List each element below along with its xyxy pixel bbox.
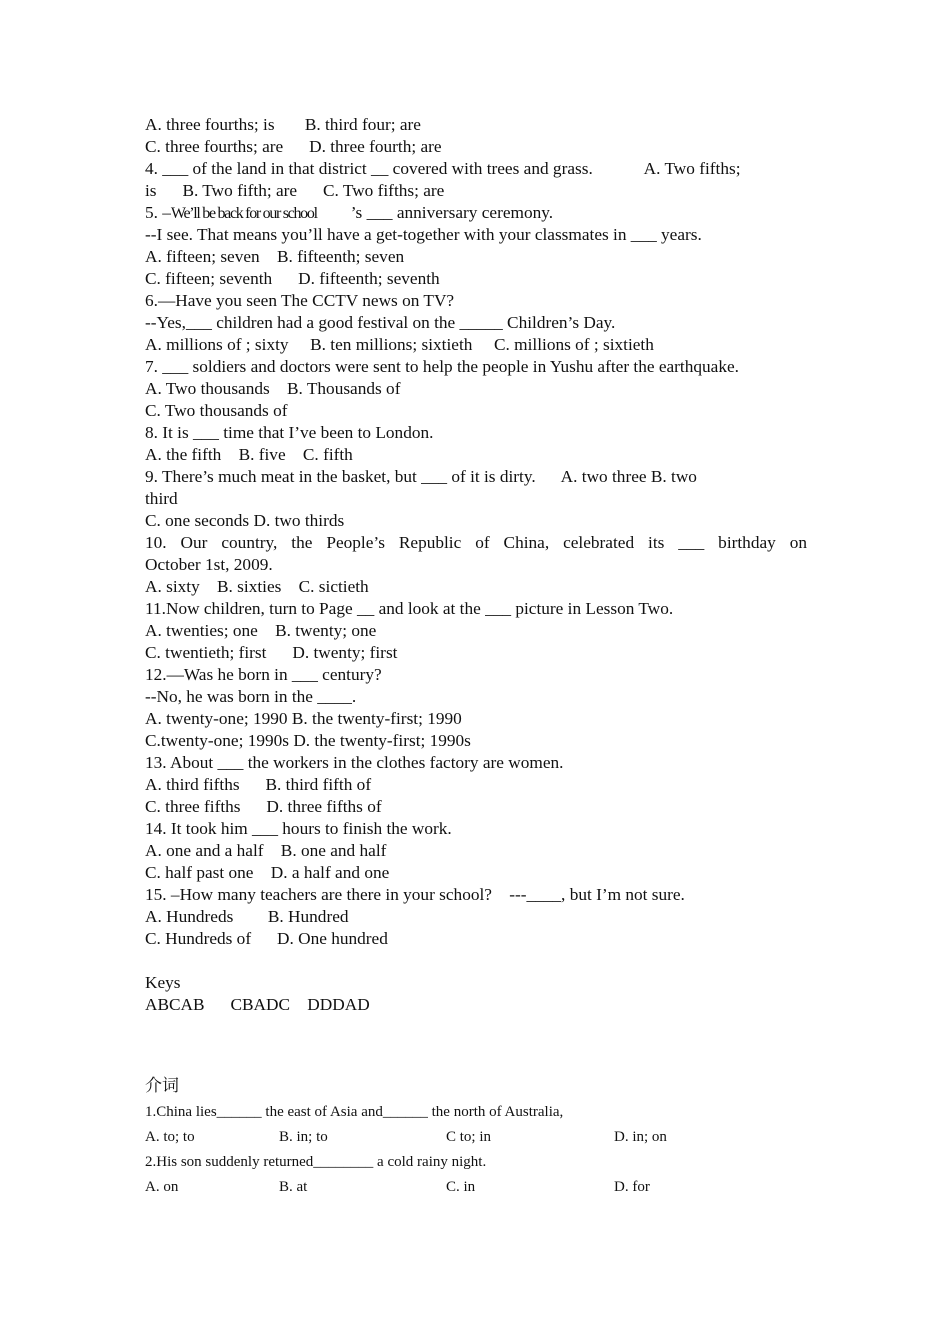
text-line: A. one and a half B. one and half <box>145 841 387 860</box>
text-line: C. three fifths D. three fifths of <box>145 797 382 816</box>
text-line: 11.Now children, turn to Page __ and look at the ___ picture in Lesson Two. <box>145 599 674 618</box>
text-line: A. third fifths B. third fifth of <box>145 775 372 794</box>
text-line: --I see. That means you’ll have a get-together with your classmates in ___ years. <box>145 225 702 244</box>
document-page <box>145 114 807 1200</box>
option-a: A. to; to <box>145 1129 195 1145</box>
question-1-options <box>145 1125 807 1150</box>
text-line: is B. Two fifth; are C. Two fifths; are <box>145 181 445 200</box>
question-2-options <box>145 1175 807 1200</box>
text-line: 15. –How many teachers are there in your school? ---____, but I’m not sure. <box>145 885 685 904</box>
q5-suffix: ’s ___ anniversary ceremony. <box>350 203 554 222</box>
option-c: C. in <box>446 1179 476 1195</box>
text-line: A. fifteen; seven B. fifteenth; seven <box>145 247 405 266</box>
text-line: C. Hundreds of D. One hundred <box>145 929 388 948</box>
text-line: 14. It took him ___ hours to finish the work. <box>145 819 452 838</box>
text-line: 4. ___ of the land in that district __ covered with trees and grass. A. Two fifths; <box>145 159 741 178</box>
option-a: A. on <box>145 1179 179 1195</box>
text-line: 13. About ___ the workers in the clothes factory are women. <box>145 753 564 772</box>
option-d: D. in; on <box>614 1129 667 1145</box>
text-line: C. three fourths; are D. three fourth; are <box>145 137 442 156</box>
option-b: B. in; to <box>279 1129 328 1145</box>
text-line: C. half past one D. a half and one <box>145 863 390 882</box>
text-line: C. one seconds D. two thirds <box>145 511 345 530</box>
text-line: A. sixty B. sixties C. sictieth <box>145 577 369 596</box>
text-line: A. Two thousands B. Thousands of <box>145 379 401 398</box>
q5-condensed-text: We’ll be back for our school <box>170 205 317 222</box>
text-line: third <box>145 489 178 508</box>
text-line: A. twenties; one B. twenty; one <box>145 621 377 640</box>
text-line: C. fifteen; seventh D. fifteenth; seventh <box>145 269 440 288</box>
text-line: --No, he was born in the ____. <box>145 687 357 706</box>
text-line: October 1st, 2009. <box>145 555 273 574</box>
text-line: C. Two thousands of <box>145 401 288 420</box>
text-line: 6.—Have you seen The CCTV news on TV? <box>145 291 455 310</box>
text-line: 12.—Was he born in ___ century? <box>145 665 382 684</box>
text-line: 8. It is ___ time that I’ve been to London. <box>145 423 434 442</box>
keys-title: Keys <box>145 973 181 992</box>
text-line: A. millions of ; sixty B. ten millions; sixtieth C. millions of ; sixtieth <box>145 335 654 354</box>
q5-prefix: 5. – <box>145 203 171 222</box>
question-1: 1.China lies______ the east of Asia and______ the north of Australia, <box>145 1104 564 1120</box>
keys-answers: ABCAB CBADC DDDAD <box>145 995 370 1014</box>
text-line: 7. ___ soldiers and doctors were sent to help the people in Yushu after the earthquake. <box>145 357 739 376</box>
text-line: C. twentieth; first D. twenty; first <box>145 643 398 662</box>
question-5-line <box>145 202 807 224</box>
text-line: --Yes,___ children had a good festival on the _____ Children’s Day. <box>145 313 616 332</box>
text-line: 9. There’s much meat in the basket, but ___ of it is dirty. A. two three B. two <box>145 467 697 486</box>
option-b: B. at <box>279 1179 308 1195</box>
text-line: 10. Our country, the People’s Republic of China, celebrated its ___ birthday on <box>145 533 807 552</box>
option-c: C to; in <box>446 1129 492 1145</box>
option-d: D. for <box>614 1179 650 1195</box>
section-heading: 介词 <box>145 1076 179 1096</box>
text-line: A. three fourths; is B. third four; are <box>145 115 421 134</box>
text-line: A. Hundreds B. Hundred <box>145 907 349 926</box>
text-line: C.twenty-one; 1990s D. the twenty-first; 1990s <box>145 731 471 750</box>
text-line: A. twenty-one; 1990 B. the twenty-first; 1990 <box>145 709 462 728</box>
text-line: A. the fifth B. five C. fifth <box>145 445 353 464</box>
question-2: 2.His son suddenly returned________ a cold rainy night. <box>145 1154 487 1170</box>
